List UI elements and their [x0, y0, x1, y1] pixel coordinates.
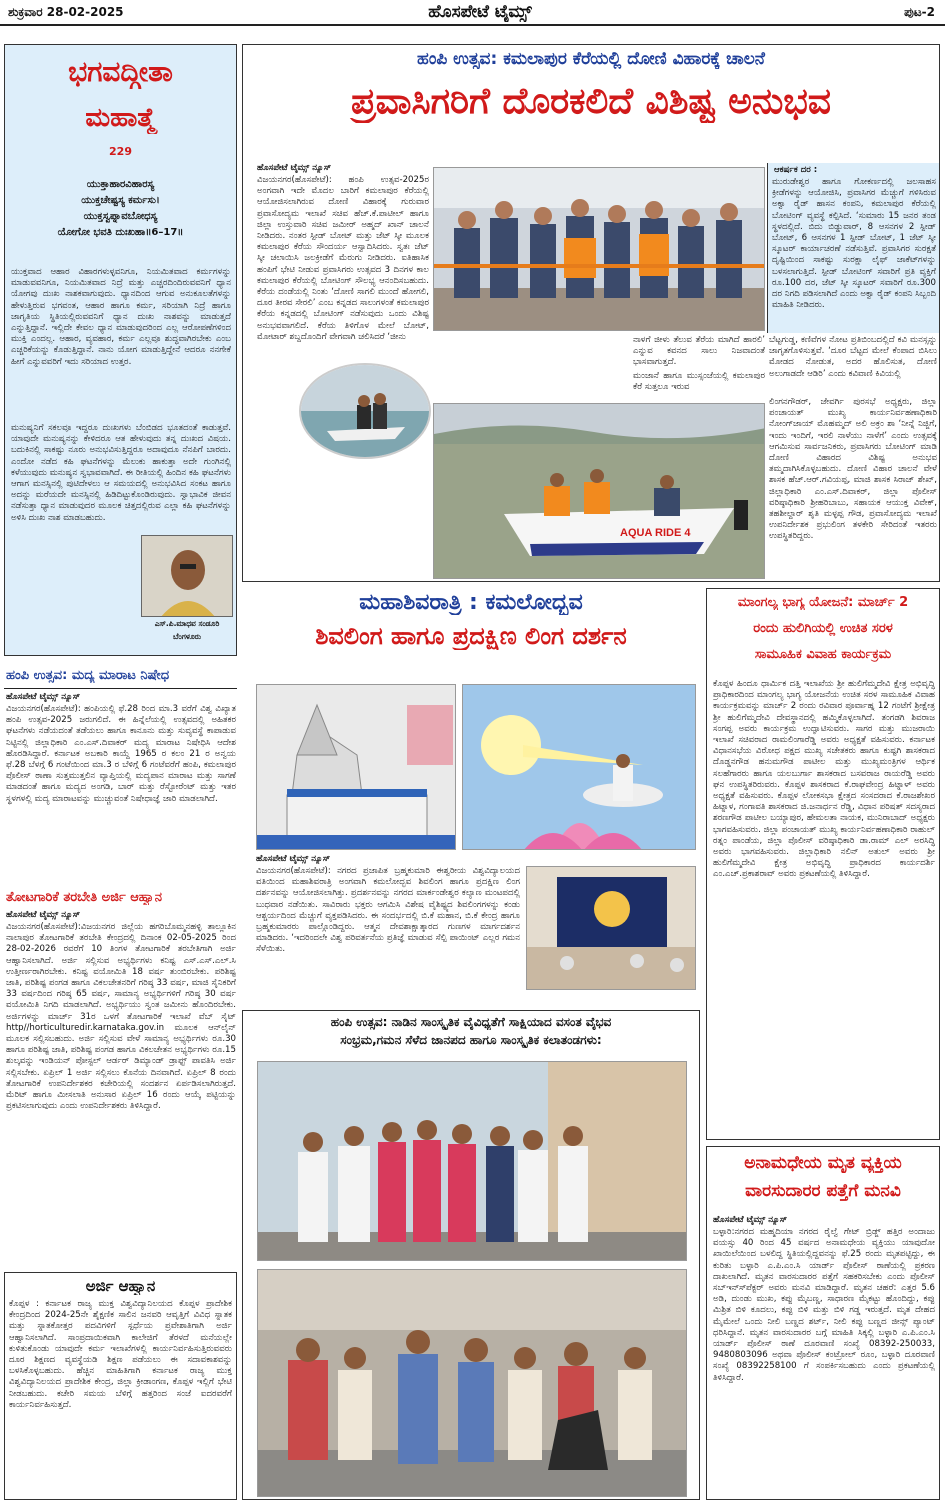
marriage-headline-1: ಮಾಂಗಲ್ಯ ಭಾಗ್ಯ ಯೋಜನೆ: ಮಾರ್ಚ್ 2 [737, 595, 909, 610]
horti-headline: ತೋಟಗಾರಿಕೆ ತರಬೇತಿ ಅರ್ಜಿ ಆಹ್ವಾನ [6, 890, 162, 905]
unknown-byline: ಹೊಸಪೇಟೆ ಟೈಮ್ಸ್ ನ್ಯೂಸ್ [713, 1215, 788, 1225]
lotus-lingam-photo [462, 684, 696, 850]
aside-body: ಮುರುಡೇಶ್ವರ ಹಾಗೂ ಗೋಕರ್ಣದಲ್ಲಿ ಜಲಸಾಹಸ ಕ್ರೀಡೆಗಳನ್ನು ಆಯೋಜಿಸಿ, ಪ್ರವಾಸಿಗರ ಮೆಚ್ಚುಗೆ ಗಳಿಸಿರುವ ಅಕ್ವಾ ರೈಡ್ ಹಾಸನ ಕಂಪನಿ, ಕಮಲಾಪುರ ಕೆರೆಯಲ್ಲಿ ಬೋಟಿಂಗ್ ವ್ಯವಸ್ಥೆ ಕಲ್ಪಿಸಿದೆ. ‘ಸುಮಾರು 15 ಜನರ ತಂಡ ಸ್ಥಳದಲ್ಲಿದೆ. ಬಿದು ಬಿಡ್ಡುವಾರ್, 8 ಆಸನಗಳ 2 ಸ್ಪೀಡ್ ಬೋಟ್, 6 ಆಸನಗಳ 1 ಸ್ಪೀಡ್ ಬೋಟ್, 1 ಜೆಟ್ ಸ್ಕೀ ಸ್ಕೂಟರ್ ಕಾರ್ಯಾಚರಣೆ ನಡೆಸುತ್ತಿವೆ. ಪ್ರವಾಸಿಗರ ಸುರಕ್ಷತೆ ದೃಷ್ಟಿಯಿಂದ ಸಾಕಷ್ಟು ಸುರಕ್ಷಾ ಲೈಫ್ ಜಾಕೆಟ್‍ಗಳನ್ನು ಬಳಸಲಾಗುತ್ತಿದೆ. ಸ್ಪೀಡ್ ಬೋಟಿಂಗ್ ಸವಾರಿಗೆ ಪ್ರತಿ ವ್ಯಕ್ತಿಗೆ ರೂ.100 ದರ, ಜೆಟ್ ಸ್ಕೀ ಸ್ಕೂಟರ್ ಸವಾರಿಗೆ ರೂ.300 ದರ ನಿಗದಿ ಪಡಿಸಲಾಗಿದೆ ಎಂದು ಅಕ್ವಾ ರೈಡ್ ಕಂಪನಿ ಸಿಬ್ಬಂದಿ ಮಾಹಿತಿ ನೀಡಿದರು. [772, 177, 936, 311]
boat-col2: ಬೆಟ್ಟಗುಡ್ಡ, ಕಣಿವೆಗಳ ನೋಟ ಪ್ರತಿಬಿಂಬದಲ್ಲಿದೆ ಕವಿ ಮನಸ್ಸನ್ನು ಜಾಗೃತಗೊಳಿಸುತ್ತವೆ. ‘ದೂರ ಬೆಟ್ಟದ ಮೇಲೆ ಕೆಂಪಾದ ಬಿಸಿಲು ಮೋಡದ ನೋಡುತ, ಅದರ ಹೊಲಿಸುತ, ದೋಣಿ ಅಲುಗಾಡದೇ ಆಡಿರಿ’ ಎಂದು ಕವಿವಾಣಿ ಕಿವಿಯಲ್ಲಿ [769, 335, 937, 379]
gita-verse-line: ಯೋಗೋ ಭವತಿ ದುಃಖಹಾ॥6–17॥ [57, 227, 184, 238]
boat-caption-2: ಮಂಜಾನೆ ಹಾಗೂ ಮುಸ್ಸಂಜೆಯಲ್ಲಿ ಕಮಲಾಪುರ ಕೆರೆ ಸುತ್ತಲೂ ಇರುವ [633, 371, 765, 393]
aside-title: ಆಕರ್ಷಕ ದರ : [774, 165, 818, 175]
boat-byline: ಹೊಸಪೇಟೆ ಟೈಮ್ಸ್ ನ್ಯೂಸ್ [257, 163, 332, 173]
boat-caption-1: ನಾಳಗೆ ಜೀಳು ತೆಲುವ ತೆರೆಯ ಮಾಗಿದೆ ಹಾರಲಿ’ ಎನ್ನುವ ಕವನದ ಸಾಲು ನಿಜವಾದಂತೆ ಭಾಸವಾಗುತ್ತದೆ. [633, 335, 765, 368]
marriage-headline-3: ಸಾಮೂಹಿಕ ವಿವಾಹ ಕಾರ್ಯಕ್ರಮ [754, 647, 892, 662]
gita-verse-line: ಯುಕ್ತಚೇಷ್ಟಸ್ಯ ಕರ್ಮಸು। [81, 195, 160, 206]
temple-model-photo [256, 684, 456, 850]
vasanta-headline-1: ಹಂಪಿ ಉತ್ಸವ: ನಾಡಿನ ಸಾಂಸ್ಕೃತಿಕ ವೈವಿಧ್ಯತೆಗೆ ಸಾಕ್ಷಿಯಾದ ವಸಂತ ವೈಭವ [330, 1015, 612, 1029]
unknown-headline-1: ಅನಾಮಧೇಯ ಮೃತ ವ್ಯಕ್ತಿಯ [744, 1153, 902, 1173]
page-number: ಪುಟ-2 [904, 5, 935, 19]
jetski-photo [299, 363, 431, 459]
arji-box [4, 1272, 237, 1500]
aqua-ride-label: AQUA RIDE 4 [620, 527, 691, 539]
gita-verse-line: ಯುಕ್ತಸ್ವಪ್ನಾವಬೋಧಸ್ಯ [83, 211, 158, 222]
exhibition-photo [526, 866, 696, 990]
unknown-story [706, 1146, 940, 1500]
liquor-byline: ಹೊಸಪೇಟೆ ಟೈಮ್ಸ್ ನ್ಯೂಸ್ [6, 692, 81, 702]
aside-box [767, 163, 939, 333]
marriage-body: ಕೊಪ್ಪಳ ಹಿಂದೂ ಧಾರ್ಮಿಕ ದತ್ತಿ ಇಲಾಖೆಯ ಶ್ರೀ ಹುಲಿಗೆಮ್ಮದೇವಿ ಕ್ಷೇತ್ರ ಅಭಿವೃದ್ಧಿ ಪ್ರಾಧಿಕಾರದಿಂದ ಮಾಂಗಲ್ಯ ಭಾಗ್ಯ ಯೋಜನೆಯ ಉಚಿತ ಸರಳ ಸಾಮೂಹಿಕ ವಿವಾಹ ಕಾರ್ಯಕ್ರಮವನ್ನು ಮಾರ್ಚ್ 2 ರಂದು ರವಿವಾರ ಪೂರ್ವಾಹ್ನ 12 ಗಂಟೆಗೆ ಶ್ರೀಕ್ಷೇತ್ರ ಶ್ರೀ ಹುಲಿಗೆಮ್ಮದೇವಿ ದೇವಸ್ಥಾನದಲ್ಲಿ ಹಮ್ಮಿಕೊಳ್ಳಲಾಗಿದೆ. ತಂಗಡಗಿ ಶಿವರಾಜ ಸಂಗಪ್ಪ ಅವರು ಕಾರ್ಯಕ್ರಮ ಉದ್ಘಾಟಿಸುವರು. ಸಾಗರ ಮತ್ತು ಮುಜರಾಯಿ ಇಲಾಖೆ ಸಚಿವರಾದ ರಾಮಲಿಂಗಾರೆಡ್ಡಿ ಅವರು ಅಧ್ಯಕ್ಷತೆ ವಹಿಸುವರು. ಕರ್ನಾಟಕ ವಿಧಾನಸಭೆಯ ವಿರೋಧ ಪಕ್ಷದ ಮುಖ್ಯ ಸಚೇತಕರು ಹಾಗೂ ಕುಷ್ಟಗಿ ಶಾಸಕರಾದ ದೊಡ್ಡನಗೌಡ ಹನುಮಗೌಡ ಪಾಟೀಲ ಮತ್ತು ಮುಖ್ಯಮಂತ್ರಿಗಳ ಆರ್ಥಿಕ ಸಲಹೆಗಾರರು ಹಾಗೂ ಯಲಬುರ್ಗಾ ಶಾಸಕರಾದ ಬಸವರಾಜ ರಾಯರೆಡ್ಡಿ ಅವರು ಘನ ಉಪಸ್ಥಿತರಿರುವರು. ಕೊಪ್ಪಳ ಶಾಸಕರಾದ ಕೆ.ರಾಘವೇಂದ್ರ ಹಿಟ್ನಾಳ್ ಅವರು ಅಧ್ಯಕ್ಷತೆ ವಹಿಸುವರು. ಕೊಪ್ಪಳ ಲೋಕಸಭಾ ಕ್ಷೇತ್ರದ ಸಂಸದರಾದ ಕೆ.ರಾಜಶೇಖರ ಹಿಟ್ನಾಳ, ಗಂಗಾವತಿ ಶಾಸಕರಾದ ಜಿ.ಜನಾರ್ಧನ ರೆಡ್ಡಿ, ವಿಧಾನ ಪರಿಷತ್ ಸದಸ್ಯರಾದ ಶರಣಗೌಡ ಪಾಟೀಲ ಬಯ್ಯಾಪುರ, ಹೇಮಲತಾ ನಾಯಕ, ಮುನಿರಾಬಾದ್ ಅಧ್ಯಕ್ಷರು ಭಾಗವಹಿಸುವರು. ಜಿಲ್ಲಾ ಪಂಚಾಯತ್ ಮುಖ್ಯ ಕಾರ್ಯನಿರ್ವಹಣಾಧಿಕಾರಿ ರಾಹುಲ್ ರತ್ನಂ ಪಾಂಡೆಯ, ಜಿಲ್ಲಾ ಪೊಲೀಸ್ ವರಿಷ್ಠಾಧಿಕಾರಿ ಡಾ.ರಾಮ್ ಎಲ್ ಅರಸಿದ್ಧಿ ಅವರು ಭಾಗವಹಿಸುವರು. ಜಿಲ್ಲಾಧಿಕಾರಿ ನಲಿನ್ ಅತುಲ್ ಅವರು ಶ್ರೀ ಹುಲಿಗೆಮ್ಮದೇವಿ ಕ್ಷೇತ್ರ ಅಭಿವೃದ್ಧಿ ಪ್ರಾಧಿಕಾರದ ಕಾರ್ಯದರ್ಶಿ ಎಂ.ಎಚ್.ಪ್ರಕಾಶರಾವ್ ಅವರು ಪ್ರಕಟಣೆಯಲ್ಲಿ ತಿಳಿಸಿದ್ದಾರೆ. [713, 679, 935, 880]
unknown-body: ಬಳ್ಳಾರಿ:ನಗರದ ಮಹ್ಮದಿಯಾ ನಗರದ ರೈಲ್ವೆ ಗೇಟ್ ಬ್ರಿಡ್ಜ್ ಹತ್ತಿರ ಅಂದಾಜು ವಯಸ್ಸು 40 ರಿಂದ 45 ವರ್ಷದ ಅನಾಮಧೇಯ ವ್ಯಕ್ತಿಯು ಯಾವುದೋ ಖಾಯಿಲೆಯಿಂದ ಬಳಲಿದ್ದ ಸ್ಥಿತಿಯಲ್ಲಿದ್ದವನನ್ನು ಫೆ.25 ರಂದು ಮೃತಪಟ್ಟಿದ್ದು, ಈ ಕುರಿತು ಬಳ್ಳಾರಿ ಎ.ಪಿ.ಎಂ.ಸಿ ಯಾರ್ಡ್ ಪೊಲೀಸ್ ಠಾಣೆಯಲ್ಲಿ ಪ್ರಕರಣ ದಾಖಲಾಗಿದೆ. ಮೃತನ ವಾರಸುದಾರರ ಪತ್ತೆಗೆ ಸಹಕರಿಸಬೇಕು ಎಂದು ಪೊಲೀಸ್ ಸಬ್‍ಇನ್ಸ್‍ಪೆಕ್ಟರ್ ಅವರು ಮನವಿ ಮಾಡಿದ್ದಾರೆ. ಮೃತನ ಚಹರೆ: ಎತ್ತರ 5.6 ಅಡಿ, ದುಂಡು ಮುಖ, ಕಪ್ಪು ಮೈಬಣ್ಣ, ಸಾಧಾರಣ ಮೈಕಟ್ಟು ಹೊಂದಿದ್ದು, ಕಪ್ಪು ಮಿಶ್ರಿತ ಬಿಳಿ ಕೂದಲು, ಕಪ್ಪು ಬಿಳಿ ಮತ್ತು ಬಿಳಿ ಗಡ್ಡ ಇರುತ್ತದೆ. ಮೃತ ದೇಹದ ಮೈಮೇಲೆ ಒಂದು ನೀಲಿ ಬಣ್ಣದ ಶರ್ಟ್, ನೀಲಿ ಕಪ್ಪು ಬಣ್ಣದ ಜೀನ್ಸ್ ಪ್ಯಾಂಟ್ ಧರಿಸಿದ್ದಾನೆ. ಮೃತನ ವಾರಸುದಾರರ ಬಗ್ಗೆ ಮಾಹಿತಿ ಸಿಕ್ಕಲ್ಲಿ ಬಳ್ಳಾರಿ ಎ.ಪಿ.ಎಂ.ಸಿ ಯಾರ್ಡ್ ಪೊಲೀಸ್ ಠಾಣೆ ದೂರವಾಣಿ ಸಂಖ್ಯೆ 08392-250033, 9480803096 ಅಥವಾ ಪೊಲೀಸ್ ಕಂಟ್ರೋಲ್ ರೂಂ, ಬಳ್ಳಾರಿ ದೂರವಾಣಿ ಸಂಖ್ಯೆ 08392258100 ಗೆ ಸಂಪರ್ಕಿಸಬಹುದು ಎಂದು ಪ್ರಕಟಣೆಯಲ್ಲಿ ತಿಳಿಸಿದ್ದಾರೆ. [713, 1227, 935, 1383]
dignitaries-photo [257, 1061, 687, 1261]
arji-body: ಕೊಪ್ಪಳ : ಕರ್ನಾಟಕ ರಾಜ್ಯ ಮುಕ್ತ ವಿಶ್ವವಿದ್ಯಾನಿಲಯದ ಕೊಪ್ಪಳ ಪ್ರಾದೇಶಿಕ ಕೇಂದ್ರದಿಂದ 2024-25ನೇ ಶೈಕ್ಷಣಿಕ ಸಾಲಿನ ಜನವರಿ ಆವೃತ್ತಿಗೆ ವಿವಿಧ ಸ್ನಾತಕ ಮತ್ತು ಸ್ನಾತಕೋತ್ತರ ಪದವಿಗಳಿಗೆ ಸ್ಪರ್ಧೆಯ ಪ್ರವೇಶಾತಿಗಾಗಿ ಅರ್ಜಿ ಆಹ್ವಾನಿಸಲಾಗಿದೆ. ಸಾಂಪ್ರದಾಯಿಕವಾಗಿ ಕಾಲೇಜಿಗೆ ತೆರಳದೆ ಮನೆಯಲ್ಲೇ ಕುಳಿತುಕೊಂಡು ಯಾವುದೇ ಕರ್ಮ ಇಲಾಖೆಗಳಲ್ಲಿ ಕಾರ್ಯನಿರ್ವಹಿಸುತ್ತಿರುವವರು ದೂರ ಶಿಕ್ಷಣದ ವ್ಯವಸ್ಥೆಯಡಿ ಶಿಕ್ಷಣ ಪಡೆಯಲು ಈ ಸದಾವಕಾಶವನ್ನು ಬಳಸಿಕೊಳ್ಳಬಹುದು. ಹೆಚ್ಚಿನ ಮಾಹಿತಿಗಾಗಿ ಕರ್ನಾಟಕ ರಾಜ್ಯ ಮುಕ್ತ ವಿಶ್ವವಿದ್ಯಾನಿಲಯದ ಪ್ರಾದೇಶಿಕ ಕೇಂದ್ರ, ಜಿಲ್ಲಾ ಕ್ರೀಡಾಂಗಣ, ಕೊಪ್ಪಳ ಇಲ್ಲಿಗೆ ಭೇಟಿ ನೀಡಬಹುದು. ಕಚೇರಿ ಸಮಯ ಬೆಳಿಗ್ಗೆ ಹತ್ತರಿಂದ ಸಂಜೆ ಐದರವರೆಗೆ ಕಾರ್ಯನಿರ್ವಹಿಸುತ್ತದೆ. [9, 1299, 232, 1410]
vasanta-story [242, 1010, 700, 1500]
shivaratri-story [242, 588, 700, 1004]
marriage-story [706, 588, 940, 1140]
liquor-headline: ಹಂಪಿ ಉತ್ಸವ: ಮದ್ಯ ಮಾರಾಟ ನಿಷೇಧ [6, 668, 170, 683]
author-place: ಬೆಂಗಳೂರು [172, 632, 201, 641]
gita-title-1: ಭಗವದ್ಗೀತಾ [68, 55, 173, 88]
speedboat-photo [433, 403, 765, 579]
unknown-headline-2: ವಾರಸುದಾರರ ಪತ್ತೆಗೆ ಮನವಿ [745, 1181, 901, 1201]
boat-col1: ವಿಜಯನಗರ(ಹೊಸಪೇಟೆ): ಹಂಪಿ ಉತ್ಸವ-2025ರ ಅಂಗವಾಗಿ ಇದೇ ಮೊದಲ ಬಾರಿಗೆ ಕಮಲಾಪುರ ಕೆರೆಯಲ್ಲಿ ಆಯೋಜಿಸಲಾಗಿರುವ ದೋಣಿ ವಿಹಾರಕ್ಕೆ ಗುರುವಾರ ಪ್ರವಾಸೋದ್ಯಮ ಇಲಾಖೆ ಸಚಿವ ಹೆಚ್.ಕೆ.ಪಾಟೀಲ್ ಹಾಗೂ ಜಿಲ್ಲಾ ಉಸ್ತುವಾರಿ ಸಚಿವ ಜಮೀರ್ ಅಹ್ಮದ್ ಖಾನ್ ಚಾಲನೆ ನೀಡಿದರು. ನಂತರ ಸ್ಪೀಡ್ ಬೋಟ್ ಮತ್ತು ಜೆಟ್ ಸ್ಕೀ ಮೂಲಕ ಕಮಲಾಪುರ ಕೆರೆಯ ಸೌಂದರ್ಯ ಆಸ್ವಾದಿಸಿದರು. ಸ್ವತಃ ಜೆಟ್ ಸ್ಕೀ ಚಲಾಯಿಸಿ ಜಲಕ್ರೀಡೆಗೆ ಮೆರುಗು ನೀಡಿದರು. ಐತಿಹಾಸಿಕ ಹಂಪಿಗೆ ಭೇಟಿ ನೀಡುವ ಪ್ರವಾಸಿಗರು ಉತ್ಸವದ 3 ದಿನಗಳ ಕಾಲ ಕಮಲಾಪುರ ಕೆರೆಯಲ್ಲಿ ಬೋಟಿಂಗ್ ಸೌಲಭ್ಯ ಆನಂದಿಸಬಹುದು. ಕೆರೆಯ ದಂಡೆಯಲ್ಲಿ ನಿಂತು ‘ದೋಣಿ ಸಾಗಲಿ ಮುಂದೆ ಹೋಗಲಿ, ದೂರ ತೀರವ ಸೇರಲಿ’ ಎಂಬ ಕನ್ನಡದ ಸಾಲುಗಳಂತೆ ಕಮಲಾಪುರ ಕೆರೆಯ ಕನ್ನಡದಲ್ಲಿ ಬೋಟಿಂಗ್ ನಡೆಸುವುದು ಒಂದು ವಿಶಿಷ್ಟ ಅನುಭವವಾಗಲಿದೆ. ಕೆರೆಯ ತಿಳಿಗೊಳ ಮೇಲೆ ಬೋಟ್, ಮೋಟಾರ್ ಶಬ್ದದೊಂದಿಗೆ ವೇಗವಾಗಿ ಚಲಿಸಿದರೆ ‘ಜೀನು [257, 175, 429, 342]
marriage-headline-2: ರಂದು ಹುಲಿಗಿಯಲ್ಲಿ ಉಚಿತ ಸರಳ [753, 621, 893, 636]
author-photo [141, 535, 233, 617]
shivaratri-headline-2: ಶಿವಲಿಂಗ ಹಾಗೂ ಪ್ರದಕ್ಷಿಣ ಲಿಂಗ ದರ್ಶನ [315, 622, 627, 650]
boat-headline-2: ಪ್ರವಾಸಿಗರಿಗೆ ದೊರಕಲಿದೆ ವಿಶಿಷ್ಟ ಅನುಭವ [350, 81, 832, 122]
gita-verse-line: ಯುಕ್ತಾಹಾರವಿಹಾರಸ್ಯ [86, 179, 155, 190]
shivaratri-body: ವಿಜಯನಗರ(ಹೊಸಪೇಟೆ): ನಗರದ ಪ್ರಜಾಪಿತ ಬ್ರಹ್ಮಕುಮಾರಿ ಈಶ್ವರೀಯ ವಿಶ್ವವಿದ್ಯಾಲಯದ ವತಿಯಿಂದ ಮಹಾಶಿವರಾತ್ರಿ ಅಂಗವಾಗಿ ಕಮಲೋದ್ಭವ ಶಿವಲಿಂಗ ಹಾಗೂ ಪ್ರದಕ್ಷಿಣ ಲಿಂಗ ದರ್ಶನವನ್ನು ಆಯೋಜಿಸಲಾಗಿತ್ತು. ಪ್ರದರ್ಶನವನ್ನು ನಗರದ ಮಾರ್ಕಂಡೇಶ್ವರ ಕಲ್ಯಾಣ ಮಂಟಪದಲ್ಲಿ ಬುಧವಾರ ನಡೆಯಿತು. ಸಾವಿರಾರು ಭಕ್ತರು ಆಗಮಿಸಿ ವಿಶೇಷ ವೈಶಿಷ್ಟ್ಯದ ಶಿವಲಿಂಗಗಳನ್ನು ಕಂಡು ಆಶ್ಚರ್ಯದಿಂದ ಮೆಚ್ಚುಗೆ ವ್ಯಕ್ತಪಡಿಸಿದರು. ಈ ಸಂದರ್ಭದಲ್ಲಿ ಬಿ.ಕೆ ಮಹಾನ, ಬಿ.ಕೆ ಕೇಂದ್ರ ಹಾಗೂ ಬ್ರಹ್ಮಕುಮಾರರು ಪಾಲ್ಗೊಂಡಿದ್ದರು. ಆತ್ಮನ ದೇವಶಾಕ್ಷಾತ್ಕಾರದ ಗುಣಗಳ ಮಾರ್ಗದರ್ಶನ ಮಾಡಿದರು. ‘ಇದರಿಂದಲೇ ವಿಶ್ವ ಪರಿವರ್ತನೆಯ ಪ್ರತಿಜ್ಞೆ ಮಾಡುವ ಸೆಲ್ಪಿ ಪಾಯಿಂಟ್ ಎಲ್ಲರ ಗಮನ ಸೆಳೆಯಿತು. [256, 866, 520, 955]
boat-story [242, 44, 940, 582]
shivaratri-headline-1: ಮಹಾಶಿವರಾತ್ರಿ : ಕಮಲೋದ್ಭವ [359, 590, 583, 615]
liquor-body: ವಿಜಯನಗರ(ಹೊಸಪೇಟೆ): ಹಂಪಿಯಲ್ಲಿ ಫೆ.28 ರಿಂದ ಮಾ.3 ವರೆಗೆ ವಿಶ್ವ ವಿಖ್ಯಾತ ಹಂಪಿ ಉತ್ಸವ-2025 ಜರುಗಲಿದೆ. ಈ ಹಿನ್ನೆಲೆಯಲ್ಲಿ ಉತ್ಸವದಲ್ಲಿ ಅಹಿತಕರ ಘಟನೆಗಳು ನಡೆಯದಂತೆ ತಡೆಯಲು ಹಾಗೂ ಕಾನೂನು ಮತ್ತು ಸುವ್ಯವಸ್ಥೆ ಕಾಪಾಡುವ ನಿಟ್ಟಿನಲ್ಲಿ ಜಿಲ್ಲಾಧಿಕಾರಿ ಎಂ.ಎಸ್.ದಿವಾಕರ್ ಮದ್ಯ ಮಾರಾಟ ನಿಷೇಧಿಸಿ ಆದೇಶ ಹೊರಡಿಸಿದ್ದಾರೆ. ಕರ್ನಾಟಕ ಅಬಕಾರಿ ಕಾಯ್ದೆ 1965 ರ ಕಲಂ 21 ರ ಅನ್ವಯ ಫೆ.28 ಬೆಳಗ್ಗೆ 6 ಗಂಟೆಯಿಂದ ಮಾ.3 ರ ಬೆಳಿಗ್ಗೆ 6 ಗಂಟೆವರೆಗೆ ಹಂಪಿ, ಕಮಲಾಪುರ ಪೊಲೀಸ್ ಠಾಣಾ ಸುತ್ತಮುತ್ತಲಿನ ವ್ಯಾಪ್ತಿಯಲ್ಲಿ ಮದ್ಯಪಾನ ಮಾರಾಟ ಮತ್ತು ಸಾಗಣೆ ಮಾಡದಂತೆ ಹಾಗೂ ಮದ್ಯದ ಅಂಗಡಿ, ಬಾರ್ ಮತ್ತು ರೆಸ್ಟೋರೆಂಟ್ ಮತ್ತು ಇತರ ಸ್ಥಳಗಳಲ್ಲಿ ಮದ್ಯ ಮಾರಾಟವನ್ನು ಮುಚ್ಚುವಂತೆ ನಿಷೇಧಾಜ್ಞೆ ಜಾರಿ ಮಾಡಲಾಗಿದೆ. [6, 704, 236, 804]
masthead-date: ಶುಕ್ರವಾರ 28-02-2025 [8, 5, 124, 19]
gita-title-2: ಮಹಾತ್ಮೆ [85, 103, 156, 133]
shivaratri-byline: ಹೊಸಪೇಟೆ ಟೈಮ್ಸ್ ನ್ಯೂಸ್ [256, 854, 331, 864]
arji-headline: ಅರ್ಜಿ ಆಹ್ವಾನ [85, 1277, 156, 1295]
masthead-title: ಹೊಸಪೇಟೆ ಟೈಮ್ಸ್ [428, 2, 532, 22]
gita-verse [5, 177, 236, 241]
gita-para-1: ಯುಕ್ತವಾದ ಆಹಾರ ವಿಹಾರಗಳುಳ್ಳವನಿಗೂ, ನಿಯಮಿತವಾದ ಕರ್ಮಗಳನ್ನು ಮಾಡುವವನಿಗೂ, ನಿಯಮಿತವಾದ ನಿದ್ರೆ ಮತ್ತು ಎಚ್ಚರದಿಂದಿರುವವನಿಗೆ ಧ್ಯಾನ ಯೋಗವು ದುಃಖ ನಾಶಕವಾಗುವುದು. ಧ್ಯಾನದಿಂದ ಆಗುವ ಅನುಕೂಲತೆಗಳನ್ನು ಹೇಳುತ್ತಿರುವ ಭಗವಂತ, ಆಹಾರ ಹಾಗೂ ಕರ್ಮ, ಸರಿಯಾಗಿ ನಿದ್ರೆ ಹಾಗೂ ಜಾಗೃತಿಯ ಸ್ಥಿತಿಯಲ್ಲಿರುವವನಿಗೆ ಧ್ಯಾನ ದುಃಖ ನಾಶವನ್ನು ಮಾಡುತ್ತದೆ ಎನ್ನುತ್ತಿದ್ದಾನೆ. ಇಲ್ಲಿದೇ ಕೇವಲ ಧ್ಯಾನ ಮಾಡುವುದರಿಂದ ಎಲ್ಲ ಆರೋಪಣೆಗಳಿಂದ ಮುಕ್ತಿ ಎಂದಲ್ಲ. ಆಹಾರ, ವ್ಯವಹಾರ, ಕರ್ಮ ಎಲ್ಲವೂ ಶುದ್ಧವಾಗಿರಬೇಕು ಎಂಬ ಎಚ್ಚರಿಕೆಯನ್ನು ಕೊಡುತ್ತಿದ್ದಾನೆ. ನಾನು ಯೋಗ ಮಾಡುತ್ತಿದ್ದೇನೆ ಆದರೂ ನನಗೇಕೆ ಹೀಗೆ ಎನ್ನುವವರಿಗೆ ಇದು ಸರಿಯಾದ ಉತ್ತರ. [11, 267, 231, 367]
masthead [0, 0, 945, 26]
horti-byline: ಹೊಸಪೇಟೆ ಟೈಮ್ಸ್ ನ್ಯೂಸ್ [6, 910, 81, 920]
ribbon-cutting-photo [433, 167, 765, 331]
gita-para-2: ಮನುಷ್ಯನಿಗೆ ಸಕಲವೂ ಇದ್ದರೂ ದುಃಖಗಳು ಬೆಂಬಿಡದ ಭೂತದಂತೆ ಕಾಡುತ್ತವೆ. ಯಾವುದೇ ಮನುಷ್ಯನನ್ನು ಕೇಳಿದರೂ ಆತ ಹೇಳುವುದು ತನ್ನ ದುಃಖದ ವಿಷಯ. ಬದುಕಿನಲ್ಲಿ ಸಾಕಷ್ಟು ನೂರು ಅನುಭವಿಸುತ್ತಿದ್ದರೂ ಅದಾವುದೂ ನೆನಪಿಗೆ ಬಾರದು. ಎಂದೋ ನಡೆದ ಕಹಿ ಘಟನೆಗಳನ್ನು ಮೆಲುಕು ಹಾಕುತ್ತಾ ಅದೇ ಗುಂಗಿನಲ್ಲಿ ಕಳೆಯುವುದು ಮನುಷ್ಯನ ಸ್ವಭಾವವಾಗಿದೆ. ಈ ರೀತಿಯಲ್ಲಿ ಹಿಂದಿನ ಕಹಿ ಘಟನೆಗಳು ಆಗಾಗ ಮನಸ್ಸಿನಲ್ಲಿ ಪುಟಿದೇಳಲು ಆ ಸಮಯದಲ್ಲಿ ಅನುಭವಿಸಿದ ಸಂಕಟ ಹಾಗೂ ಅದನ್ನು ಮರೆಯದೇ ಮನಸ್ಸಿನಲ್ಲಿ ಹಿಡಿದಿಟ್ಟುಕೊಂಡಿರುವುದು. ಸ್ವಾಭಾವಿಕ ಜೀವನ ನಡೆಸುತ್ತಾ ಧ್ಯಾನ ಮಾಡುವುದರ ಮೂಲಕ ಚಿತ್ತದಲ್ಲಿರುವ ಎಲ್ಲಾ ಕಹಿ ಘಟನೆಗಳನ್ನು ಅಳಿಸಿ ದುಃಖ ನಾಶ ಮಾಡಬಹುದು. [11, 423, 231, 523]
folk-troupe-photo [257, 1269, 687, 1497]
author-name: ಎಸ್.ಪಿ.ಮಾಧವ ಸಂಡೂರಿ [154, 619, 220, 628]
horti-body: ವಿಜಯನಗರ(ಹೊಸಪೇಟೆ):ವಿಜಯನಗರ ಜಿಲ್ಲೆಯ ಹಗರಿಬೊಮ್ಮನಹಳ್ಳಿ ತಾಲ್ಲೂಕಿನ ನಾಲಾಪುರ ತೋಟಗಾರಿಕೆ ತರಬೇತಿ ಕೇಂದ್ರದಲ್ಲಿ ದಿನಾಂಕ 02-05-2025 ರಿಂದ 28-02-2026 ರವರೆಗೆ 10 ತಿಂಗಳ ತೋಟಗಾರಿಕೆ ತರಬೇತಿಗಾಗಿ ಅರ್ಜಿ ಆಹ್ವಾನಿಸಲಾಗಿದೆ. ಅರ್ಜಿ ಸಲ್ಲಿಸುವ ಅಭ್ಯರ್ಥಿಗಳು ಕನಿಷ್ಟ ಎಸ್.ಎಸ್.ಎಲ್.ಸಿ ಉತ್ತೀರ್ಣರಾಗಿರಬೇಕು. ಕನಿಷ್ಟ ವಯೋಮಿತಿ 18 ವರ್ಷ ತುಂಬಿರಬೇಕು. ಪರಿಶಿಷ್ಟ ಜಾತಿ, ಪರಿಶಿಷ್ಟ ಪಂಗಡ ಹಾಗೂ ವಿಕಲಚೇತನರಿಗೆ ಗರಿಷ್ಠ 33 ವರ್ಷ, ಮಾಜಿ ಸೈನಿಕರಿಗೆ 33 ವರ್ಷದಿಂದ ಗರಿಷ್ಠ 65 ವರ್ಷ, ಸಾಮಾನ್ಯ ಅಭ್ಯರ್ಥಿಗಳಿಗೆ ಗರಿಷ್ಠ 30 ವರ್ಷ ವಯೋಮಿತಿ ನಿಗದಿ ಮಾಡಲಾಗಿದೆ. ಅಭ್ಯರ್ಥಿಯು ಸ್ವಂತ ಜಮೀನು ಹೊಂದಿರಬೇಕು. ಅರ್ಜಿಗಳನ್ನು ಮಾರ್ಚ್ 31ರ ಒಳಗೆ ತೋಟಗಾರಿಕೆ ಇಲಾಖೆ ವೆಬ್ ಸೈಟ್ http//horticulturedir.karnataka.gov.in ಮೂಲಕ ಆನ್‍ಲೈನ್ ಮೂಲಕ ಸಲ್ಲಿಸಬಹುದು. ಅರ್ಜಿ ಸಲ್ಲಿಸುವ ವೇಳೆ ಸಾಮಾನ್ಯ ಅಭ್ಯರ್ಥಿಗಳು ರೂ.30 ಹಾಗೂ ಪರಿಶಿಷ್ಟ ಜಾತಿ, ಪರಿಶಿಷ್ಟ ಪಂಗಡ ಹಾಗೂ ವಿಕಲಚೇತನ ಅಭ್ಯರ್ಥಿಗಳು ರೂ.15 ಶುಲ್ಕವನ್ನು ಇಂಡಿಯನ್ ಪೋಸ್ಟಲ್ ಆರ್ಡರ್ ಡಿಮ್ಯಾಂಡ್ ಡ್ರಾಫ್ಟ್ ಪಾವತಿಸಿ ಅರ್ಜಿ ಸಲ್ಲಿಸಬೇಕು. ಏಪ್ರಿಲ್ 1 ಅರ್ಜಿ ಸಲ್ಲಿಸಲು ಕೊನೆಯ ದಿನವಾಗಿದೆ. ಏಪ್ರಿಲ್ 8 ರಂದು ತೋಟಗಾರಿಕೆ ಉಪನಿರ್ದೇಶಕರ ಕಚೇರಿಯಲ್ಲಿ ಸಂದರ್ಶನ ಏರ್ಪಡಿಸಲಾಗಿರುತ್ತದೆ. ಮೆರಿಟ್ ಹಾಗೂ ಮೀಸಲಾತಿ ಅನುಸಾರ ಏಪ್ರಿಲ್ 16 ರಂದು ಆಯ್ಕೆ ಪಟ್ಟಿಯನ್ನು ಪ್ರಕಟಿಸಲಾಗುವುದು ಎಂದು ಉಪನಿರ್ದೇಶಕರು ತಿಳಿಸಿದ್ದಾರೆ. [6, 922, 236, 1112]
vasanta-headline-2: ಸಂಭ್ರಮ,ಗಮನ ಸೆಳೆದ ಜಾನಪದ ಹಾಗೂ ಸಾಂಸ್ಕೃತಿಕ ಕಲಾತಂಡಗಳು: [340, 1033, 602, 1047]
gita-panel [4, 44, 237, 656]
author-portrait-icon [142, 536, 233, 617]
boat-headline-1: ಹಂಪಿ ಉತ್ಸವ: ಕಮಲಾಪುರ ಕೆರೆಯಲ್ಲಿ ದೋಣಿ ವಿಹಾರಕ್ಕೆ ಚಾಲನೆ [417, 49, 765, 69]
gita-number: 229 [109, 145, 132, 158]
boat-col3: ಲಿಂಗನಗೌಡರ್, ಜೇವರ್ಗಿ ಪುರಸಭೆ ಅಧ್ಯಕ್ಷರು, ಜಿಲ್ಲಾ ಪಂಚಾಯತ್ ಮುಖ್ಯ ಕಾರ್ಯನಿರ್ವಹಣಾಧಿಕಾರಿ ನೋಂಗ್‍ಜಾಯ್ ಮೊಹಮ್ಮದ್ ಅಲಿ ಅಕ್ರಂ ಶಾ ‘ನೀನ್ನೆ ನಿಜ್ಜಿಗೆ, ಇಂದು ಇಂದಿಗೆ, ಇರಲಿ ನಾಳೆಯು ನಾಳೆಗೆ’ ಎಂದು ಉತ್ಸವಕ್ಕೆ ಆಗಮಿಸುವ ಸಾರ್ವಜನಿಕರು, ಪ್ರವಾಸಿಗರು ಬೋಟಿಂಗ್ ಮಾಡಿ ದೋಣಿ ವಿಹಾರದ ವಿಶಿಷ್ಟ ಅನುಭವ ತಮ್ಮದಾಗಿಸಿಕೊಳ್ಳಬಹುದು. ದೋಣಿ ವಿಹಾರ ಚಾಲನೆ ವೇಳೆ ಶಾಸಕ ಹೆಚ್.ಆರ್.ಗವಿಯಪ್ಪ, ಮಾಜಿ ಶಾಸಕ ಸಿರಾಜ್ ಶೇಖ್, ಜಿಲ್ಲಾಧಿಕಾರಿ ಎಂ.ಎಸ್.ದಿವಾಕರ್, ಜಿಲ್ಲಾ ಪೊಲೀಸ್ ವರಿಷ್ಠಾಧಿಕಾರಿ ಶ್ರೀಹರಿಬಾಬು, ಸಹಾಯಕ ಆಯುಕ್ತ ವಿವೇಕ್, ತಹಶೀಲ್ದಾರ್ ಶೃತಿ ಮಳ್ಳಪ್ಪ ಗೌಡ, ಪ್ರವಾಸೋದ್ಯಮ ಇಲಾಖೆ ಉಪನಿರ್ದೇಶಕ ಪ್ರಭುಲಿಂಗ ತಳಕೇರಿ ಸೇರಿದಂತೆ ಇತರರು ಉಪಸ್ಥಿತರಿದ್ದರು. [769, 397, 937, 542]
